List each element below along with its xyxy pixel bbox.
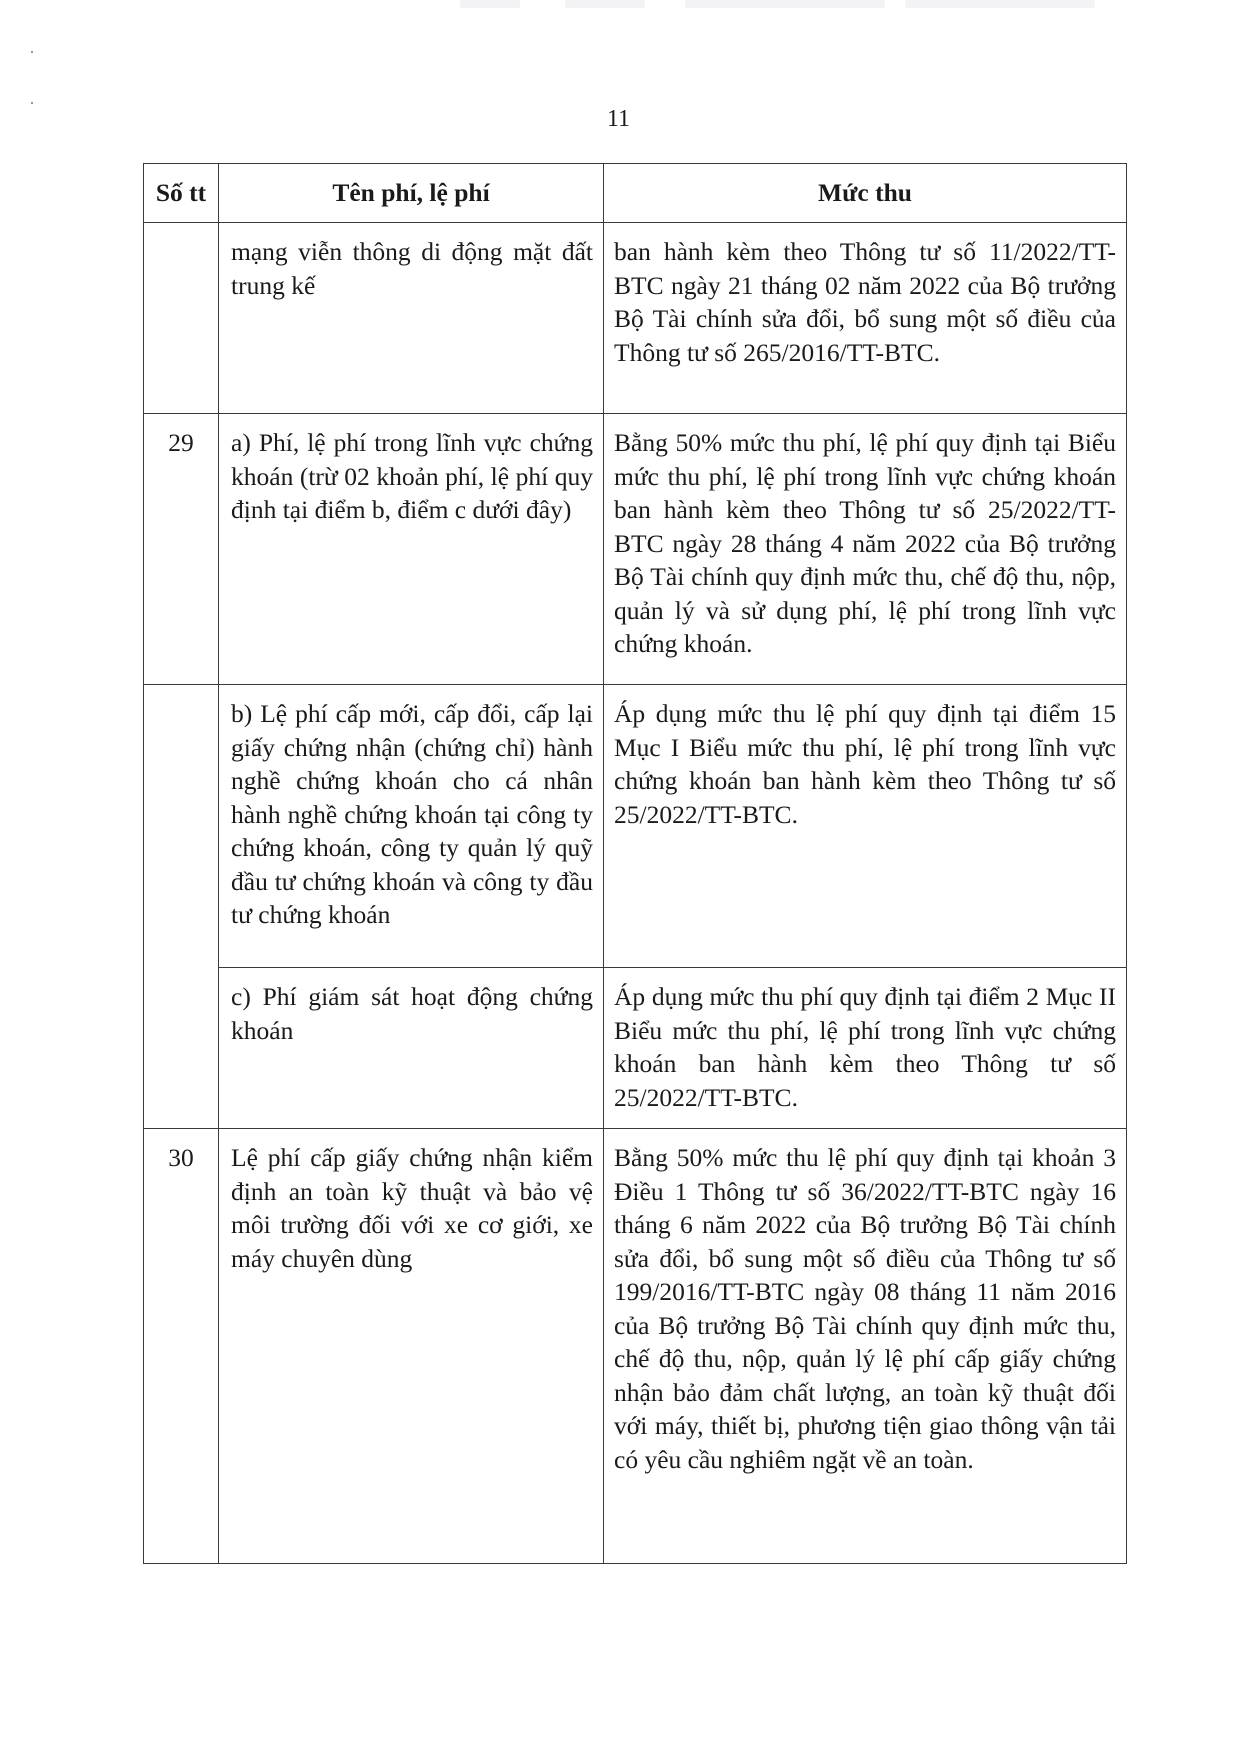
row-number: 29 [144,414,219,685]
table-header-row [144,164,1127,223]
fee-rate: Bằng 50% mức thu phí, lệ phí quy định tại Biểu mức thu phí, lệ phí trong lĩnh vực chứng khoán ban hành kèm theo Thông tư số 25/2022/TT-BTC ngày 28 tháng 4 năm 2022 của Bộ trưởng Bộ Tài chính quy định mức thu, chế độ thu, nộp, quản lý và sử dụng phí, lệ phí trong lĩnh vực chứng khoán. [604,414,1127,685]
scan-artifact [905,0,1095,8]
fee-name: a) Phí, lệ phí trong lĩnh vực chứng khoán (trừ 02 khoản phí, lệ phí quy định tại điểm b, điểm c dưới đây) [219,414,604,685]
fee-rate: Áp dụng mức thu lệ phí quy định tại điểm 15 Mục I Biểu mức thu phí, lệ phí trong lĩnh vực chứng khoán ban hành kèm theo Thông tư số 25/2022/TT-BTC. [604,685,1127,968]
table-row [144,414,1127,685]
header-number: Số tt [144,164,219,223]
row-number [144,685,219,968]
fee-name: Lệ phí cấp giấy chứng nhận kiểm định an toàn kỹ thuật và bảo vệ môi trường đối với xe cơ giới, xe máy chuyên dùng [219,1129,604,1564]
fee-table [143,163,1127,1564]
scan-artifact [685,0,885,8]
row-number [144,223,219,414]
scan-artifact [565,0,645,8]
header-rate: Mức thu [604,164,1127,223]
table-row [144,685,1127,968]
fee-name: b) Lệ phí cấp mới, cấp đổi, cấp lại giấy chứng nhận (chứng chỉ) hành nghề chứng khoán cho cá nhân hành nghề chứng khoán tại công ty chứng khoán, công ty quản lý quỹ đầu tư chứng khoán và công ty đầu tư chứng khoán [219,685,604,968]
table-row [144,968,1127,1129]
fee-rate: ban hành kèm theo Thông tư số 11/2022/TT-BTC ngày 21 tháng 02 năm 2022 của Bộ trưởng Bộ Tài chính sửa đổi, bổ sung một số điều của Thông tư số 265/2016/TT-BTC. [604,223,1127,414]
fee-rate: Bằng 50% mức thu lệ phí quy định tại khoản 3 Điều 1 Thông tư số 36/2022/TT-BTC ngày 16 tháng 6 năm 2022 của Bộ trưởng Bộ Tài chính sửa đổi, bổ sung một số điều của Thông tư số 199/2016/TT-BTC ngày 08 tháng 11 năm 2016 của Bộ trưởng Bộ Tài chính quy định mức thu, chế độ thu, nộp, quản lý lệ phí cấp giấy chứng nhận bảo đảm chất lượng, an toàn kỹ thuật đối với máy, thiết bị, phương tiện giao thông vận tải có yêu cầu nghiêm ngặt về an toàn. [604,1129,1127,1564]
scan-artifact [460,0,520,8]
fee-name: c) Phí giám sát hoạt động chứng khoán [219,968,604,1129]
row-number [144,968,219,1129]
scan-dot [31,51,33,53]
row-number: 30 [144,1129,219,1564]
page-number: 11 [606,106,631,132]
scan-dot [31,102,33,104]
fee-rate: Áp dụng mức thu phí quy định tại điểm 2 Mục II Biểu mức thu phí, lệ phí trong lĩnh vực chứng khoán ban hành kèm theo Thông tư số 25/2022/TT-BTC. [604,968,1127,1129]
table-row [144,223,1127,414]
table-row [144,1129,1127,1564]
header-fee-name: Tên phí, lệ phí [219,164,604,223]
fee-name: mạng viễn thông di động mặt đất trung kế [219,223,604,414]
